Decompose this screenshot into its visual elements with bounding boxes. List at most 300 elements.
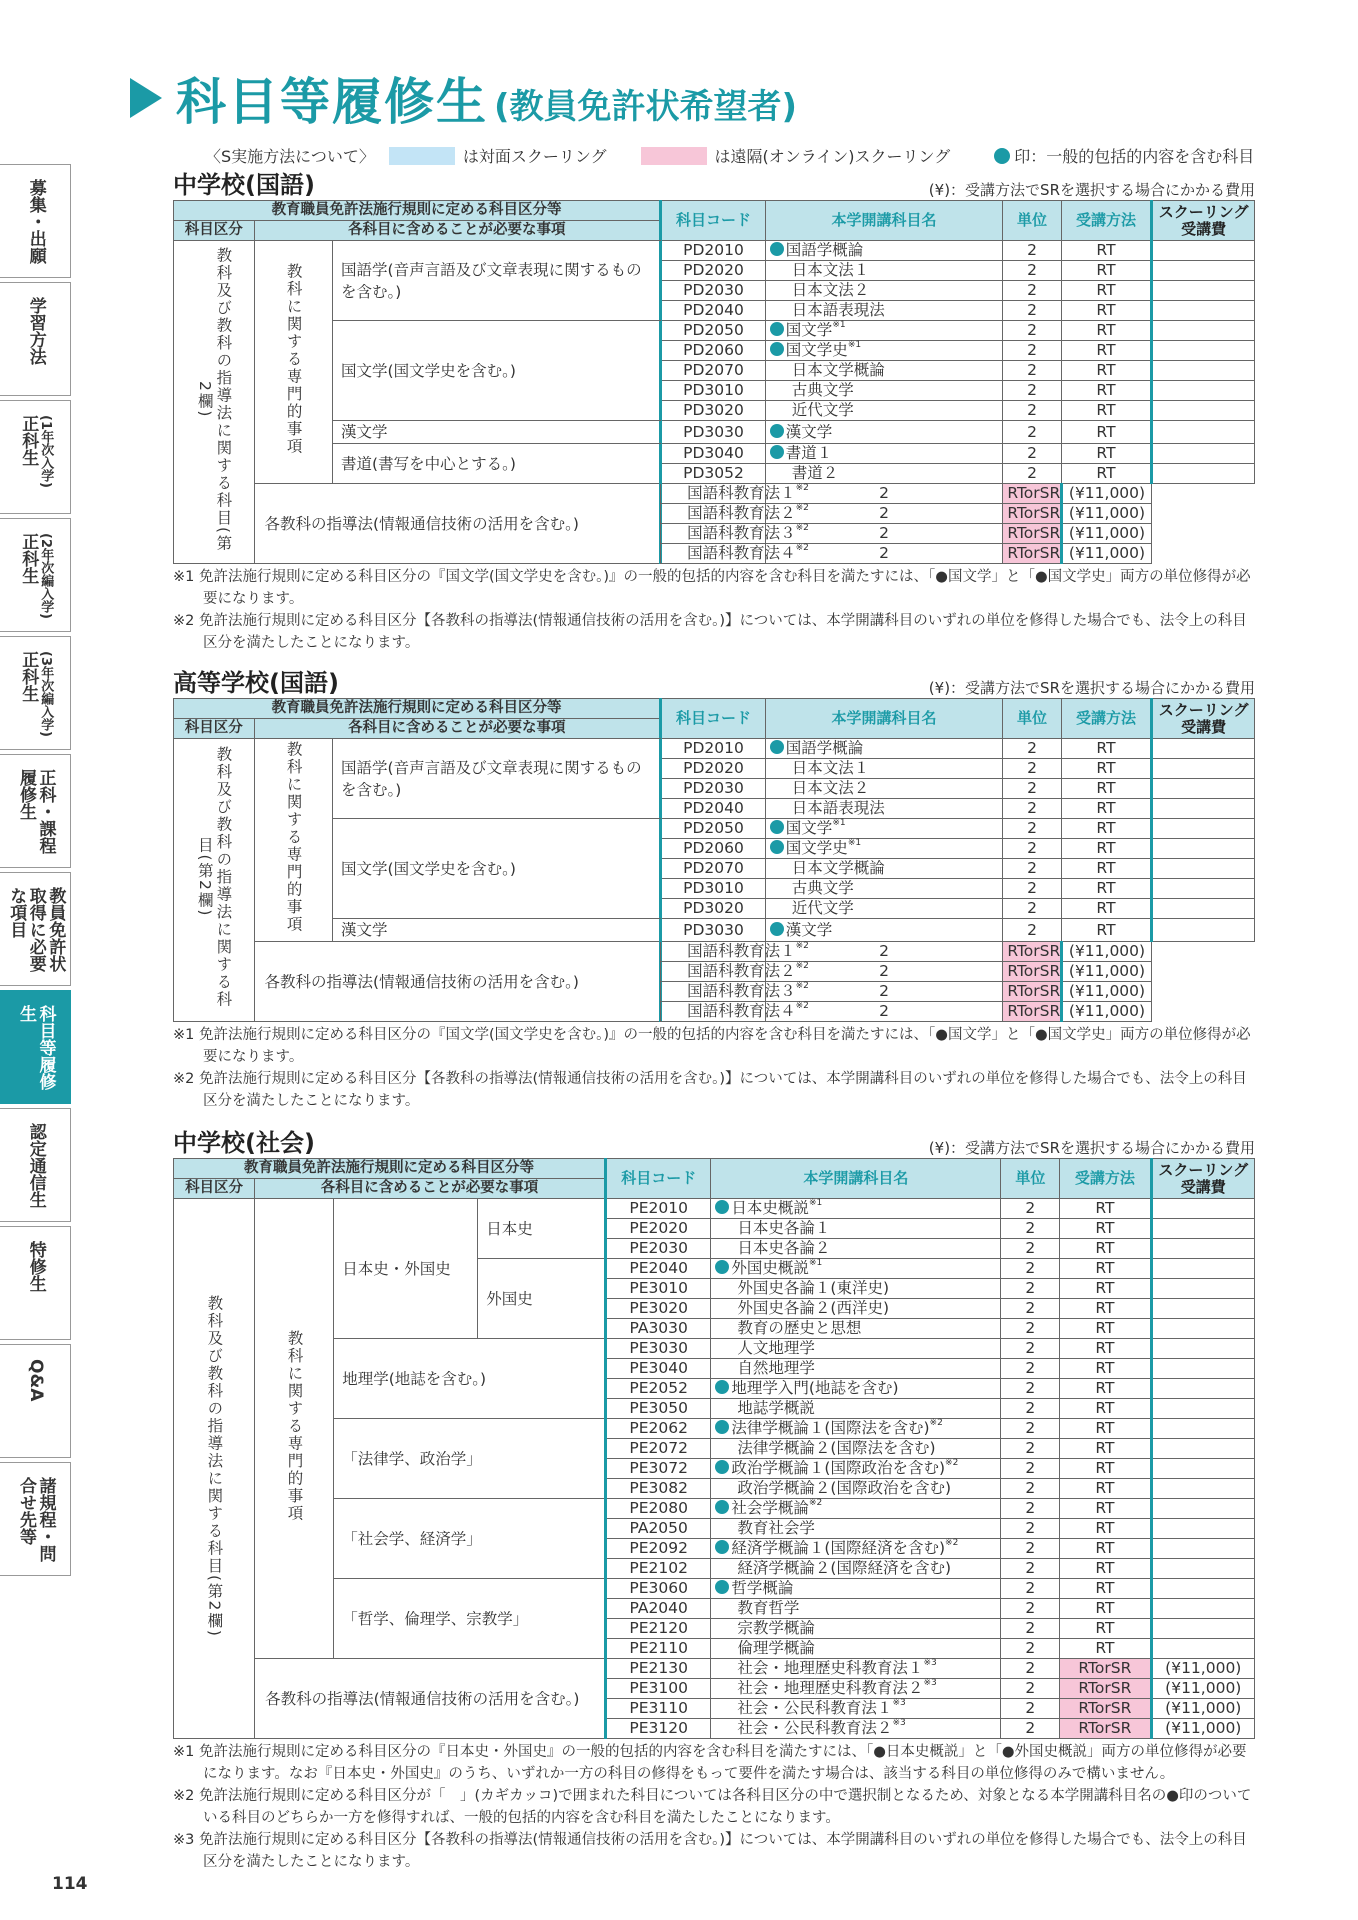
course-name: 外国史各論１(東洋史)	[737, 1279, 890, 1297]
course-name: 法律学概論１(国際法を含む)	[731, 1419, 930, 1437]
legend	[205, 144, 1254, 167]
course-name-cell	[765, 739, 1003, 759]
fee-header: スクーリング受講費	[1151, 1159, 1254, 1199]
section-header	[173, 1128, 1255, 1158]
category-header: 科目区分	[174, 719, 255, 739]
fee: (¥11,000)	[1151, 1699, 1254, 1719]
section-junior-social	[173, 1128, 1255, 1873]
method: RT	[1060, 1459, 1151, 1479]
course-name: 国語科教育法４	[687, 544, 796, 562]
subcategory-cell: 教科に関する専門的事項	[284, 263, 303, 456]
course-code: PE2110	[605, 1639, 710, 1659]
section-title: 中学校(国語)	[173, 171, 315, 199]
fee: (¥11,000)	[1151, 1679, 1254, 1699]
unit: 2	[1003, 381, 1061, 401]
group-label: 国文学(国文学史を含む。)	[333, 819, 661, 919]
fee: (¥11,000)	[1061, 962, 1152, 982]
page-title: 科目等履修生	[176, 73, 488, 131]
fee	[1151, 1339, 1254, 1359]
group-label: 各教科の指導法(情報通信技術の活用を含む。)	[254, 942, 661, 1022]
fee	[1152, 381, 1255, 401]
sidebar-item-7[interactable]	[0, 990, 71, 1104]
unit: 2	[1003, 759, 1061, 779]
method: RT	[1061, 899, 1152, 919]
fee	[1151, 1479, 1254, 1499]
course-name: 哲学概論	[731, 1579, 794, 1597]
course-name-cell	[765, 261, 1003, 281]
unit-header: 単位	[1003, 201, 1061, 241]
content-header: 各科目に含めることが必要な事項	[255, 1179, 606, 1199]
fee: (¥11,000)	[1061, 544, 1152, 564]
fee	[1152, 281, 1255, 301]
course-code: PE2072	[605, 1439, 710, 1459]
method: RT	[1061, 919, 1152, 942]
general-content-dot-icon	[770, 740, 784, 754]
course-name-cell	[711, 1299, 1001, 1319]
method: RT	[1060, 1279, 1151, 1299]
group-label: 各教科の指導法(情報通信技術の活用を含む。)	[255, 1659, 606, 1739]
fee: (¥11,000)	[1061, 1002, 1152, 1022]
footnote-mark: ※2	[795, 961, 809, 971]
general-content-dot-icon	[715, 1380, 729, 1394]
method-header: 受講方法	[1061, 201, 1152, 241]
course-name: 国語科教育法４	[687, 1002, 796, 1020]
page-subtitle: (教員免許状希望者)	[494, 86, 798, 127]
course-code: PD3020	[661, 899, 766, 919]
footnote-mark: ※2	[795, 941, 809, 951]
sidebar-item-label: 正科生	[18, 651, 39, 702]
course-name: 国語科教育法３	[687, 524, 796, 542]
course-name: 書道１	[785, 444, 833, 462]
footnote-mark: ※2	[795, 1001, 809, 1011]
course-name: 近代文学	[791, 899, 854, 917]
name-header: 本学開講科目名	[765, 201, 1003, 241]
general-content-dot-icon	[715, 1580, 729, 1594]
course-name: 国語科教育法２	[687, 962, 796, 980]
method: RT	[1061, 261, 1152, 281]
course-name-cell	[661, 483, 809, 504]
method: RT	[1061, 444, 1152, 464]
footnote-mark: ※2	[795, 981, 809, 991]
unit: 2	[1003, 464, 1061, 484]
method: RTorSR	[1003, 504, 1061, 524]
course-name: 社会・地理歴史科教育法１	[737, 1659, 924, 1677]
unit: 2	[765, 524, 1003, 544]
fee	[1152, 899, 1255, 919]
unit: 2	[1001, 1319, 1060, 1339]
fee	[1151, 1219, 1254, 1239]
course-code: PE3072	[605, 1459, 710, 1479]
course-name: 国語科教育法１	[687, 484, 796, 502]
unit-header: 単位	[1001, 1159, 1060, 1199]
sidebar-item-11[interactable]	[0, 1462, 71, 1576]
unit: 2	[1001, 1619, 1060, 1639]
method: RT	[1060, 1339, 1151, 1359]
course-name: 日本文学概論	[791, 361, 885, 379]
footnote-mark: ※2	[808, 1498, 823, 1508]
course-name-cell	[661, 543, 809, 564]
course-code: PA2050	[605, 1519, 710, 1539]
general-content-dot-icon	[770, 840, 784, 854]
footnote-mark: ※1	[847, 838, 862, 848]
unit: 2	[1001, 1419, 1060, 1439]
sidebar-item-4[interactable]	[0, 636, 71, 750]
method: RT	[1061, 859, 1152, 879]
footnote: ※2 免許法施行規則に定める科目区分【各教科の指導法(情報通信技術の活用を含む。)】については、本学開講科目のいずれの単位を修得した場合でも、法令上の科目区分を満たしたことになります。	[173, 1071, 1247, 1109]
group-label: 国語学(音声言語及び文章表現に関するものを含む。)	[333, 241, 661, 321]
table-row	[174, 819, 1255, 839]
fee	[1152, 321, 1255, 341]
sidebar-item-label: 正科生	[18, 415, 39, 466]
footnote-mark: ※2	[795, 543, 809, 553]
curriculum-table	[173, 698, 1255, 1022]
course-name: 政治学概論１(国際政治を含む)	[731, 1459, 946, 1477]
footnote: ※3 免許法施行規則に定める科目区分【各教科の指導法(情報通信技術の活用を含む。)】については、本学開講科目のいずれの単位を修得した場合でも、法令上の科目区分を満たしたことになります。	[173, 1832, 1247, 1870]
footnote-mark: ※1	[847, 340, 862, 350]
course-name: 古典文学	[791, 879, 854, 897]
method-header: 受講方法	[1060, 1159, 1151, 1199]
group-label: 書道(書写を中心とする。)	[333, 444, 661, 484]
course-code: PE3100	[605, 1679, 710, 1699]
fee	[1152, 464, 1255, 484]
category-cell: 教科及び教科の指導法に関する科目(第2欄)	[195, 246, 233, 553]
footnote-mark: ※3	[923, 1658, 937, 1668]
group-label: 「哲学、倫理学、宗教学」	[334, 1579, 606, 1659]
method: RTorSR	[1003, 544, 1061, 564]
content-header: 各科目に含めることが必要な事項	[254, 719, 661, 739]
general-content-dot-icon	[770, 322, 784, 336]
table-row	[174, 1419, 1255, 1439]
course-name: 教育の歴史と思想	[737, 1319, 862, 1337]
course-code: PD2060	[661, 341, 766, 361]
method: RT	[1060, 1479, 1151, 1499]
fee	[1151, 1299, 1254, 1319]
unit: 2	[1003, 879, 1061, 899]
unit: 2	[765, 962, 1003, 982]
method: RT	[1061, 839, 1152, 859]
method: RTorSR	[1003, 1002, 1061, 1022]
course-name: 教育哲学	[737, 1599, 800, 1617]
course-code: PE3050	[605, 1399, 710, 1419]
method: RT	[1061, 281, 1152, 301]
course-name-cell	[711, 1339, 1001, 1359]
method: RT	[1060, 1199, 1151, 1219]
course-code: PE2040	[605, 1259, 710, 1279]
course-code: PE3120	[605, 1719, 710, 1739]
course-name: 漢文学	[785, 920, 833, 939]
course-name: 政治学概論２(国際政治を含む)	[737, 1479, 952, 1497]
course-code: PD3010	[661, 879, 766, 899]
method: RT	[1060, 1539, 1151, 1559]
course-name: 古典文学	[791, 381, 854, 399]
general-content-dot-icon	[770, 820, 784, 834]
legend-general-text: 印：一般的包括的内容を含む科目	[1014, 147, 1255, 166]
footnote-mark: ※2	[929, 1418, 943, 1428]
triangle-marker-icon	[130, 78, 162, 118]
course-name-cell	[711, 1359, 1001, 1379]
course-code: PD3020	[661, 401, 766, 421]
unit: 2	[1001, 1699, 1060, 1719]
course-name: 国文学	[785, 321, 833, 339]
unit: 2	[1001, 1379, 1060, 1399]
fee	[1152, 819, 1255, 839]
fee	[1151, 1559, 1254, 1579]
method: RTorSR	[1003, 484, 1061, 504]
footnote: ※1 免許法施行規則に定める科目区分の『国文学(国文学史を含む。)』の一般的包括的内容を含む科目を満たすには、「●国文学」と「●国文学史」両方の単位修得が必要になります。	[173, 1027, 1251, 1065]
course-code: PD2070	[661, 361, 766, 381]
footnote-mark: ※2	[795, 503, 809, 513]
fee: (¥11,000)	[1061, 504, 1152, 524]
fee: (¥11,000)	[1061, 982, 1152, 1002]
course-name: 教育社会学	[737, 1519, 815, 1537]
fee	[1151, 1259, 1254, 1279]
fee	[1152, 799, 1255, 819]
general-content-dot-icon	[770, 424, 784, 438]
course-name: 社会・公民科教育法２	[737, 1719, 893, 1737]
method-header: 受講方法	[1061, 699, 1152, 739]
fee	[1151, 1499, 1254, 1519]
unit: 2	[1001, 1659, 1060, 1679]
fee	[1151, 1519, 1254, 1539]
table-row	[174, 739, 1255, 759]
course-name-cell	[765, 859, 1003, 879]
unit: 2	[1001, 1439, 1060, 1459]
subcategory-cell: 教科に関する専門的事項	[285, 1329, 304, 1523]
unit: 2	[1001, 1719, 1060, 1739]
unit: 2	[1001, 1279, 1060, 1299]
method: RT	[1061, 779, 1152, 799]
course-name-cell	[711, 1499, 1001, 1519]
fee	[1151, 1439, 1254, 1459]
fee	[1151, 1539, 1254, 1559]
course-code: PE2062	[605, 1419, 710, 1439]
course-name-cell	[765, 421, 1003, 444]
name-header: 本学開講科目名	[765, 699, 1003, 739]
sidebar-item-label: 正科・課程履修生	[16, 769, 56, 854]
course-name-cell	[661, 503, 809, 524]
method: RT	[1060, 1439, 1151, 1459]
footnote: ※1 免許法施行規則に定める科目区分の『日本史・外国史』の一般的包括的内容を含む科目を満たすには、「●日本史概説」と「●外国史概説」両方の単位修得が必要になります。なお『日本史・外国史』のうち、いずれか一方の科目の修得をもって要件を満たす場合は、該当する科目の単位修得のみで構いません。	[173, 1744, 1247, 1782]
method: RTorSR	[1003, 524, 1061, 544]
course-name-cell	[711, 1399, 1001, 1419]
sidebar-item-note: (1年次入学)	[38, 415, 54, 488]
fee	[1152, 444, 1255, 464]
sidebar-item-10[interactable]	[0, 1344, 71, 1458]
general-content-dot-icon	[715, 1420, 729, 1434]
footnote: ※2 免許法施行規則に定める科目区分【各教科の指導法(情報通信技術の活用を含む。)】については、本学開講科目のいずれの単位を修得した場合でも、法令上の科目区分を満たしたことになります。	[173, 613, 1247, 651]
course-name: 外国史概説	[731, 1259, 809, 1277]
unit: 2	[1001, 1519, 1060, 1539]
category-column	[174, 1199, 255, 1739]
method: RT	[1060, 1599, 1151, 1619]
sidebar-item-8[interactable]	[0, 1108, 71, 1222]
unit: 2	[1001, 1639, 1060, 1659]
course-name: 国語学概論	[785, 241, 864, 259]
unit: 2	[1001, 1559, 1060, 1579]
group-label: 「法律学、政治学」	[334, 1419, 606, 1499]
course-code: PE2102	[605, 1559, 710, 1579]
method: RT	[1061, 759, 1152, 779]
group-label: 日本史・外国史	[334, 1199, 478, 1339]
fee	[1151, 1459, 1254, 1479]
sidebar-item-2[interactable]	[0, 400, 71, 514]
course-code: PE2120	[605, 1619, 710, 1639]
course-name-cell	[765, 779, 1003, 799]
sidebar-item-label: 諸規程・問合せ先等	[16, 1477, 56, 1562]
subgroup-label: 日本史	[478, 1199, 606, 1259]
course-name-cell	[765, 464, 1003, 484]
course-code: PE3030	[605, 1339, 710, 1359]
unit: 2	[1003, 421, 1061, 444]
course-name-cell	[711, 1539, 1001, 1559]
sidebar-item-label: Q&A	[25, 1359, 46, 1402]
section-high-japanese	[173, 668, 1255, 1112]
footnote-mark: ※2	[795, 483, 809, 493]
sidebar-item-note: (3年次編入学)	[38, 651, 54, 737]
course-code: PD2010	[661, 739, 766, 759]
table-row	[174, 1339, 1255, 1359]
fee	[1151, 1319, 1254, 1339]
fee-header: スクーリング受講費	[1152, 699, 1255, 739]
course-name: 人文地理学	[737, 1339, 815, 1357]
footnotes	[173, 1741, 1255, 1873]
category-cell: 教科及び教科の指導法に関する科目(第2欄)	[195, 746, 233, 1009]
category-column	[174, 241, 255, 564]
unit: 2	[765, 942, 1003, 962]
sidebar-item-1[interactable]	[0, 282, 71, 396]
course-name-cell	[711, 1559, 1001, 1579]
course-name-cell	[711, 1519, 1001, 1539]
method: RT	[1060, 1299, 1151, 1319]
general-content-dot-icon	[715, 1460, 729, 1474]
course-code: PD2040	[661, 799, 766, 819]
method: RTorSR	[1003, 962, 1061, 982]
sidebar-item-3[interactable]	[0, 518, 71, 632]
course-name-cell	[711, 1259, 1001, 1279]
sidebar-item-label: 認定通信生	[25, 1123, 46, 1208]
fee	[1152, 301, 1255, 321]
method: RT	[1060, 1319, 1151, 1339]
course-name: 社会・公民科教育法１	[737, 1699, 893, 1717]
sidebar-item-6[interactable]	[0, 872, 71, 986]
unit: 2	[1003, 261, 1061, 281]
unit: 2	[1003, 819, 1061, 839]
course-name: 法律学概論２(国際法を含む)	[737, 1439, 936, 1457]
footnote-mark: ※3	[923, 1678, 937, 1688]
code-header: 科目コード	[661, 699, 766, 739]
table-row	[174, 484, 1255, 504]
course-name: 日本史各論１	[737, 1219, 831, 1237]
course-name-cell	[661, 523, 809, 544]
course-name: 日本文法２	[791, 779, 870, 797]
unit: 2	[765, 1002, 1003, 1022]
fee	[1151, 1359, 1254, 1379]
fee	[1151, 1399, 1254, 1419]
fee	[1152, 739, 1255, 759]
course-name-cell	[711, 1419, 1001, 1439]
fee	[1151, 1639, 1254, 1659]
course-code: PE2030	[605, 1239, 710, 1259]
sidebar-item-label: 学習方法	[25, 297, 46, 365]
unit: 2	[1001, 1679, 1060, 1699]
course-name-cell	[711, 1659, 1001, 1679]
course-name: 経済学概論２(国際経済を含む)	[737, 1559, 952, 1577]
course-name: 日本文法１	[791, 261, 870, 279]
unit: 2	[765, 982, 1003, 1002]
course-name-cell	[765, 321, 1003, 341]
section-title: 中学校(社会)	[173, 1129, 315, 1157]
unit-header: 単位	[1003, 699, 1061, 739]
page-number: 114	[52, 1874, 88, 1894]
footnote: ※2 免許法施行規則に定める科目区分が「 」(カギカッコ)で囲まれた科目については各科目区分の中で選択制となるため、対象となる本学開講科目名の●印のついている科目のどちらか一方を修得すれば、一般的包括的内容を含む科目を満たしたことになります。	[173, 1788, 1252, 1826]
fee	[1152, 919, 1255, 942]
method: RT	[1060, 1239, 1151, 1259]
course-name-cell	[661, 981, 809, 1002]
unit: 2	[1003, 899, 1061, 919]
footnote-mark: ※3	[892, 1718, 906, 1728]
method: RT	[1060, 1639, 1151, 1659]
course-code: PE2052	[605, 1379, 710, 1399]
course-name: 地誌学概説	[737, 1399, 815, 1417]
unit: 2	[1003, 281, 1061, 301]
code-header: 科目コード	[605, 1159, 710, 1199]
legend-online-swatch	[641, 147, 707, 165]
course-name: 自然地理学	[737, 1359, 815, 1377]
fee	[1152, 779, 1255, 799]
curriculum-table	[173, 200, 1255, 564]
course-name-cell	[711, 1679, 1001, 1699]
content-header: 各科目に含めることが必要な事項	[254, 221, 661, 241]
section-title: 高等学校(国語)	[173, 669, 339, 697]
method: RT	[1060, 1359, 1151, 1379]
unit: 2	[1001, 1579, 1060, 1599]
course-name: 国文学	[785, 819, 833, 837]
unit: 2	[1003, 401, 1061, 421]
method: RT	[1061, 799, 1152, 819]
general-content-dot-icon	[715, 1500, 729, 1514]
course-name: 日本文学概論	[791, 859, 885, 877]
course-name-cell	[765, 919, 1003, 942]
method: RT	[1061, 819, 1152, 839]
unit: 2	[765, 484, 1003, 504]
course-name: 日本語表現法	[791, 799, 885, 817]
course-code: PA3030	[605, 1319, 710, 1339]
method: RTorSR	[1060, 1699, 1151, 1719]
course-name-cell	[765, 381, 1003, 401]
sidebar-item-0[interactable]	[0, 164, 71, 278]
subcategory-cell: 教科に関する専門的事項	[284, 741, 303, 934]
sidebar-item-9[interactable]	[0, 1226, 71, 1340]
course-name-cell	[711, 1479, 1001, 1499]
course-code: PD2020	[661, 261, 766, 281]
rule-header: 教育職員免許法施行規則に定める科目区分等	[174, 201, 661, 221]
course-name-cell	[765, 819, 1003, 839]
subcategory-column	[255, 1199, 334, 1659]
course-name: 日本語表現法	[791, 301, 885, 319]
course-name-cell	[711, 1279, 1001, 1299]
sidebar-item-5[interactable]	[0, 754, 71, 868]
method: RT	[1060, 1379, 1151, 1399]
course-name-cell	[711, 1379, 1001, 1399]
table-row	[174, 1659, 1255, 1679]
fee	[1152, 341, 1255, 361]
unit: 2	[1001, 1339, 1060, 1359]
course-code: PD2040	[661, 301, 766, 321]
footnotes	[173, 1024, 1255, 1112]
sidebar-item-label: 正科生	[18, 533, 39, 584]
fee	[1152, 401, 1255, 421]
table-row	[174, 241, 1255, 261]
